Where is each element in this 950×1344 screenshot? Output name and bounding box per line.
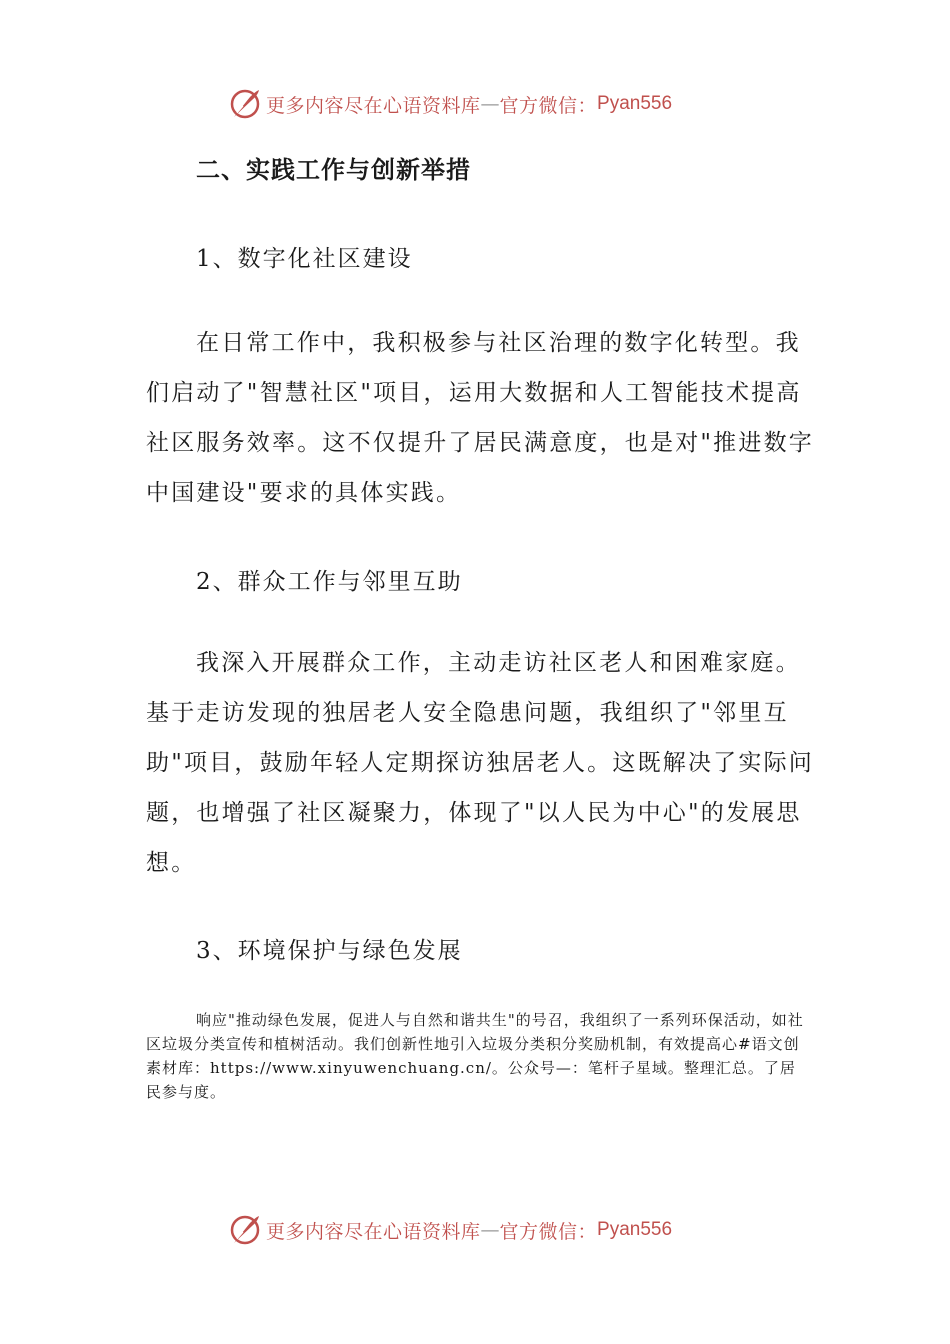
- subheading-digital-community: 1、数字化社区建设: [196, 246, 413, 272]
- quill-logo-icon: [228, 1213, 262, 1247]
- watermark-separator: —: [480, 93, 500, 115]
- header-watermark: [228, 84, 748, 124]
- watermark-brand: 更多内容尽在心语资料库: [266, 1220, 481, 1243]
- watermark-brand: 更多内容尽在心语资料库: [266, 94, 481, 117]
- subheading-green-development: 3、环境保护与绿色发展: [196, 938, 463, 964]
- subheading-neighbor-help: 2、群众工作与邻里互助: [196, 569, 463, 595]
- watermark-wechat-id: Pyan556: [597, 93, 673, 114]
- footer-watermark: [228, 1210, 748, 1250]
- watermark-wechat-id: Pyan556: [597, 1219, 673, 1240]
- paragraph-digital-community: 在日常工作中，我积极参与社区治理的数字化转型。我们启动了"智慧社区"项目，运用大数据和人工智能技术提高社区服务效率。这不仅提升了居民满意度，也是对"推进数字中国建设"要求的具体实践。: [146, 330, 814, 506]
- watermark-separator: —: [480, 1219, 500, 1241]
- watermark-wechat-label: 官方微信：: [499, 1220, 598, 1243]
- watermark-wechat-label: 官方微信：: [499, 94, 598, 117]
- paragraph-green-development: 响应"推动绿色发展，促进人与自然和谐共生"的号召，我组织了一系列环保活动，如社区垃圾分类宣传和植树活动。我们创新性地引入垃圾分类积分奖励机制，有效提高心#语文创素材库：https://www.xinyuwenchuang.cn/。公众号—：笔杆子星域。整理汇总。了居民参与度。: [146, 1011, 804, 1101]
- quill-logo-icon: [228, 87, 262, 121]
- section-title: 二、实践工作与创新举措: [196, 156, 471, 184]
- paragraph-neighbor-help: 我深入开展群众工作，主动走访社区老人和困难家庭。基于走访发现的独居老人安全隐患问题，我组织了"邻里互助"项目，鼓励年轻人定期探访独居老人。这既解决了实际问题，也增强了社区凝聚力，体现了"以人民为中心"的发展思想。: [146, 650, 814, 876]
